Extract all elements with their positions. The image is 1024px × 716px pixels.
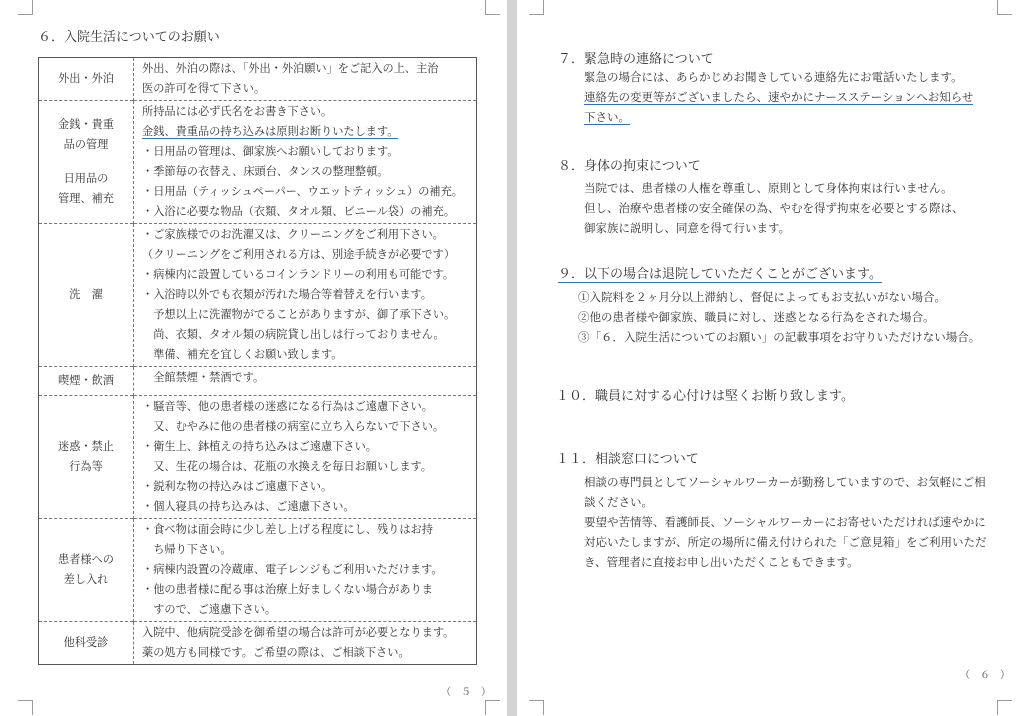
table-row — [39, 367, 477, 396]
crop-mark — [18, 0, 33, 15]
right-page — [517, 0, 1024, 716]
section-7-body: 緊急の場合には、あらかじめお聞きしている連絡先にお電話いたします。 連絡先の変更等がございましたら、速やかにナースステーションへお知らせ 下さい。 — [584, 70, 974, 124]
page-number: （ ５ ） — [441, 687, 491, 698]
crop-mark — [485, 700, 500, 715]
crop-mark — [997, 700, 1012, 715]
row-label: 外出・外泊 — [39, 58, 134, 101]
row-label: 金銭・貴重 品の管理 日用品の 管理、補充 — [39, 101, 134, 224]
section-9-title: ９．以下の場合は退院していただくことがございます。 — [558, 267, 882, 282]
section-8-body: 当院では、患者様の人権を尊重し、原則として身体拘束は行いません。 但し、治療や患者様の安全確保の為、やむを得ず拘束を必要とする際は、 御家族に説明し、同意を得て行います。 — [584, 181, 964, 235]
table-row — [39, 58, 477, 101]
table-row — [39, 622, 477, 665]
row-content: 所持品には必ず氏名をお書き下さい。 金銭、貴重品の持ち込みは原則お断りいたします。 ・日用品の管理は、御家族へお願いしております。 ・季節毎の衣替え、床頭台、タンスの整理整頓。 ・日用品（ティッシュペーパー、ウエットティッシュ）の補充。 ・入浴に必要な物品（衣類、タオル類、ビニール袋）の補充。 — [142, 105, 463, 218]
row-content: 全館禁煙・禁酒です。 — [142, 371, 265, 384]
row-label: 患者様への 差し入れ — [39, 519, 134, 622]
section-11-title: １１．相談窓口について — [556, 452, 699, 467]
section-7-title: ７．緊急時の連絡について — [558, 52, 714, 67]
section-9-body: ①入院料を２ヶ月分以上滞納し、督促によってもお支払いがない場合。 ②他の患者様や御家族、職員に対し、迷惑となる行為をされた場合。 ③「６．入院生活についてのお願い」の記載事項をお守りいただけない場合。 — [578, 290, 981, 344]
table-row — [39, 396, 477, 519]
row-content: ・ご家族様でのお洗濯又は、クリーニングをご利用下さい。 （クリーニングをご利用される方は、別途手続きが必要です） ・病棟内に設置しているコインランドリーの利用も可能です。 ・入浴時以外でも衣類が汚れた場合等着替えを行います。 予想以上に洗濯物がでることがありますが、御了承下さい。 尚、衣類、タオル類の病院貸し出しは行っておりません。 準備、補充を宜しくお願い致します。 — [142, 228, 456, 361]
crop-mark — [485, 0, 500, 15]
page-number: （ ６ ） — [960, 670, 1010, 681]
row-content: 外出、外泊の際は、「外出・外泊願い」をご記入の上、主治 医の許可を得て下さい。 — [142, 62, 439, 95]
section-8-title: ８．身体の拘束について — [558, 159, 701, 174]
table-row — [39, 224, 477, 367]
table-row — [39, 519, 477, 622]
row-label: 洗 濯 — [39, 224, 134, 367]
row-content: ・食べ物は面会時に少し差し上げる程度にし、残りはお持 ち帰り下さい。 ・病棟内設置の冷蔵庫、電子レンジもご利用いただけます。 ・他の患者様に配る事は治療上好ましくない場合がありま すので、ご遠慮下さい。 — [142, 523, 443, 616]
section-11-body: 相談の専門員としてソーシャルワーカーが勤務していますので、お気軽にご相 談ください。 要望や苦情等、看護師長、ソーシャルワーカーにお寄せいただければ速やかに 対応いたしますが、所定の場所に備え付けられた「ご意見箱」をご利用いただ き、管理者に直接お申し出いただくこともできます。 — [584, 475, 987, 569]
page-gutter — [507, 0, 517, 716]
row-label: 迷惑・禁止 行為等 — [39, 396, 134, 519]
row-label: 喫煙・飲酒 — [39, 367, 134, 396]
hospital-rules-table — [38, 57, 477, 665]
row-content: ・騒音等、他の患者様の迷惑になる行為はご遠慮下さい。 又、むやみに他の患者様の病室に立ち入らないで下さい。 ・衛生上、鉢植えの持ち込みはご遠慮下さい。 又、生花の場合は、花瓶の水換えを毎日お願いします。 ・鋭利な物の持込みはご遠慮下さい。 ・個人寝具の持ち込みは、ご遠慮下さい。 — [142, 400, 445, 513]
crop-mark — [529, 700, 544, 715]
table-row — [39, 101, 477, 224]
row-content: 入院中、他病院受診を御希望の場合は許可が必要となります。 薬の処方も同様です。ご希望の際は、ご相談下さい。 — [142, 626, 455, 659]
left-page — [0, 0, 507, 716]
crop-mark — [18, 700, 33, 715]
section-10-title: １０．職員に対する心付けは堅くお断り致します。 — [556, 389, 854, 404]
crop-mark — [529, 0, 544, 15]
crop-mark — [997, 0, 1012, 15]
row-label: 他科受診 — [39, 622, 134, 665]
section-6-title: ６．入院生活についてのお願い — [38, 30, 220, 45]
